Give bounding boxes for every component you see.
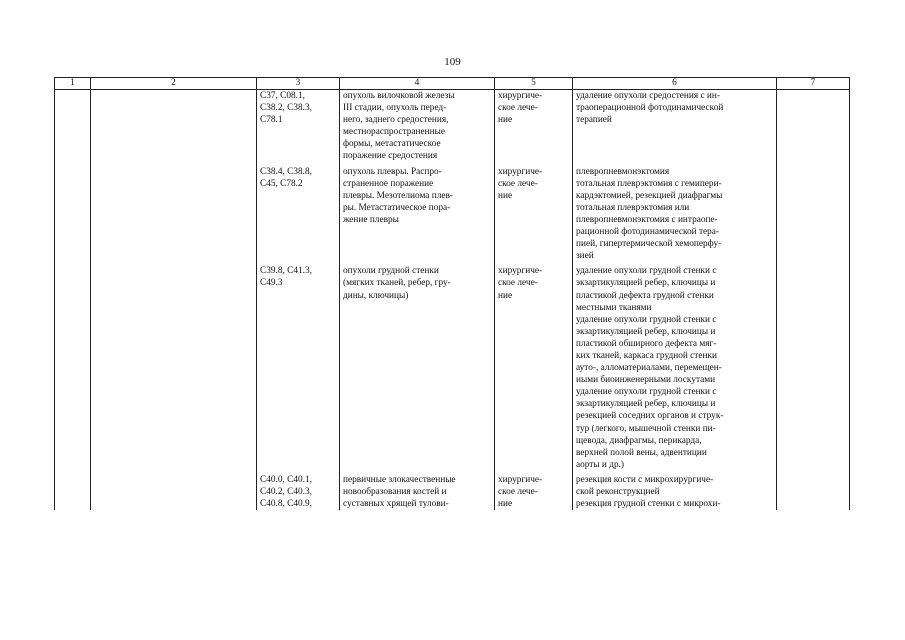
column-header-6: 6 xyxy=(573,78,777,90)
treatment-method-cell-line: зией xyxy=(576,251,594,262)
treatment-type-cell-line: ние xyxy=(498,290,513,301)
treatment-method-cell xyxy=(573,474,777,510)
cell-col-1 xyxy=(55,90,91,163)
table-row xyxy=(55,265,850,471)
treatment-method-cell-line: ской реконструкцией xyxy=(576,487,660,497)
cell-col-1 xyxy=(55,265,91,471)
cell-col-2 xyxy=(91,166,257,263)
cell-col-2 xyxy=(91,265,257,471)
cell-col-7 xyxy=(777,474,850,510)
treatment-type-cell-line: ское лече- xyxy=(498,178,538,189)
treatment-type-cell-line: ние xyxy=(498,499,513,510)
column-header-4: 4 xyxy=(340,78,495,90)
treatment-method-cell-line: пластикой дефекта грудной стенки xyxy=(576,290,714,301)
treatment-type-cell-line: ское лече- xyxy=(498,103,538,114)
treatment-method-cell-line: плевропневмонэктомия xyxy=(576,166,670,177)
treatment-type-cell xyxy=(495,474,573,510)
treatment-method-cell-line: пластикой обширного дефекта мяг- xyxy=(576,338,717,349)
column-header-5: 5 xyxy=(495,78,573,90)
cell-col-7 xyxy=(777,166,850,263)
diagnosis-cell xyxy=(340,265,495,471)
treatment-type-cell-line: ние xyxy=(498,115,513,126)
icd-codes-cell xyxy=(257,166,340,263)
treatment-method-cell-line: удаление опухоли грудной стенки с xyxy=(576,314,717,325)
diagnosis-cell-line: него, заднего средостения, xyxy=(343,115,449,126)
treatment-type-cell-line: хирургиче- xyxy=(498,91,543,101)
icd-codes-cell-line: C37, C08.1, xyxy=(260,91,305,101)
table-row xyxy=(55,166,850,263)
treatment-method-cell-line: тур (легкого, мышечной стенки пи- xyxy=(576,423,716,434)
table-row xyxy=(55,90,850,163)
treatment-method-cell-line: тотальная плеврэктомия или xyxy=(576,202,690,213)
treatment-method-cell-line: щевода, диафрагмы, перикарда, xyxy=(576,435,702,446)
icd-codes-cell xyxy=(257,265,340,471)
treatment-method-cell xyxy=(573,90,777,163)
icd-codes-cell-line: C38.2, C38.3, xyxy=(260,103,312,114)
treatment-method-cell-line: пией, гипертермической хемоперфу- xyxy=(576,239,722,250)
treatment-method-cell-line: удаление опухоли средостения с ин- xyxy=(576,91,720,101)
diagnosis-cell xyxy=(340,474,495,510)
medical-table xyxy=(54,77,850,510)
icd-codes-cell xyxy=(257,90,340,163)
cell-col-1 xyxy=(55,474,91,510)
diagnosis-cell xyxy=(340,166,495,263)
cell-col-1 xyxy=(55,166,91,263)
treatment-method-cell-line: тотальная плеврэктомия с гемипери- xyxy=(576,178,722,189)
diagnosis-cell-line: жение плевры xyxy=(343,214,399,225)
diagnosis-cell-line: опухоль плевры. Распро- xyxy=(343,166,442,177)
column-header-7: 7 xyxy=(777,78,850,90)
treatment-method-cell-line: экзартикуляцией ребер, ключицы и xyxy=(576,399,716,410)
diagnosis-cell-line: новообразования костей и xyxy=(343,487,447,497)
treatment-type-cell-line: хирургиче- xyxy=(498,166,543,177)
treatment-type-cell-line: ское лече- xyxy=(498,278,538,289)
treatment-method-cell xyxy=(573,166,777,263)
table-header-row xyxy=(55,78,850,90)
column-header-2: 2 xyxy=(91,78,257,90)
treatment-type-cell xyxy=(495,166,573,263)
treatment-type-cell-line: ское лече- xyxy=(498,487,538,497)
cell-col-7 xyxy=(777,265,850,471)
diagnosis-cell-line: суставных хрящей тулови- xyxy=(343,499,449,510)
icd-codes-cell-line: C49.3 xyxy=(260,278,283,289)
treatment-method-cell-line: траоперационной фотодинамической xyxy=(576,103,724,114)
treatment-method-cell-line: ауто-, алломатериалами, перемещен- xyxy=(576,363,722,374)
treatment-method-cell-line: верхней полой вены, адвентиции xyxy=(576,447,707,458)
diagnosis-cell-line: III стадии, опухоль перед- xyxy=(343,103,447,114)
treatment-method-cell-line: аорты и др.) xyxy=(576,459,625,470)
icd-codes-cell xyxy=(257,474,340,510)
treatment-method-cell-line: местными тканями xyxy=(576,302,652,313)
treatment-method-cell-line: удаление опухоли грудной стенки с xyxy=(576,387,717,398)
table-body xyxy=(55,90,850,511)
treatment-type-cell-line: хирургиче- xyxy=(498,266,543,277)
treatment-method-cell-line: рационной фотодинамической тера- xyxy=(576,227,720,238)
diagnosis-cell-line: формы, метастатическое xyxy=(343,139,441,150)
diagnosis-cell-line: ры. Метастатическое пора- xyxy=(343,202,451,213)
treatment-method-cell-line: плевропневмонэктомия с интраопе- xyxy=(576,214,718,225)
diagnosis-cell-line: опухоль вилочковой железы xyxy=(343,91,455,101)
cell-col-2 xyxy=(91,90,257,163)
treatment-method-cell-line: ными биоинженерными лоскутами xyxy=(576,375,716,386)
diagnosis-cell-line: опухоли грудной стенки xyxy=(343,266,439,277)
diagnosis-cell-line: страненное поражение xyxy=(343,178,434,189)
diagnosis-cell-line: плевры. Мезотелиома плев- xyxy=(343,190,453,201)
treatment-method-cell-line: удаление опухоли грудной стенки с xyxy=(576,266,717,277)
diagnosis-cell-line: (мягких тканей, ребер, гру- xyxy=(343,278,451,289)
icd-codes-cell-line: C78.1 xyxy=(260,115,283,126)
icd-codes-cell-line: C40.2, C40.3, xyxy=(260,487,312,497)
diagnosis-cell xyxy=(340,90,495,163)
diagnosis-cell-line: поражение средостения xyxy=(343,151,438,162)
diagnosis-cell-line: первичные злокачественные xyxy=(343,474,456,485)
table-row xyxy=(55,474,850,510)
treatment-method-cell-line: терапией xyxy=(576,115,612,126)
treatment-method-cell-line: кардэктомией, резекцией диафрагмы xyxy=(576,190,723,201)
treatment-method-cell-line: экзартикуляцией ребер, ключицы и xyxy=(576,326,716,337)
treatment-method-cell-line: ких тканей, каркаса грудной стенки xyxy=(576,350,717,361)
icd-codes-cell-line: C39.8, C41.3, xyxy=(260,266,312,277)
diagnosis-cell-line: дины, ключицы) xyxy=(343,290,409,301)
treatment-type-cell xyxy=(495,90,573,163)
icd-codes-cell-line: C45, C78.2 xyxy=(260,178,303,189)
cell-col-7 xyxy=(777,90,850,163)
treatment-type-cell-line: ние xyxy=(498,190,513,201)
column-header-3: 3 xyxy=(257,78,340,90)
treatment-method-cell-line: резекция грудной стенки с микрохи- xyxy=(576,499,721,510)
treatment-type-cell xyxy=(495,265,573,471)
diagnosis-cell-line: местнораспространенные xyxy=(343,127,445,138)
column-header-1: 1 xyxy=(55,78,91,90)
treatment-method-cell-line: резекцией соседних органов и струк- xyxy=(576,411,724,422)
treatment-method-cell-line: экзартикуляцией ребер, ключицы и xyxy=(576,278,716,289)
icd-codes-cell-line: C40.0, C40.1, xyxy=(260,474,312,485)
page-number: 109 xyxy=(444,56,461,68)
cell-col-2 xyxy=(91,474,257,510)
treatment-method-cell-line: резекция кости с микрохирургиче- xyxy=(576,474,714,485)
treatment-method-cell xyxy=(573,265,777,471)
icd-codes-cell-line: C38.4, C38.8, xyxy=(260,166,312,177)
icd-codes-cell-line: C40.8, C40.9, xyxy=(260,499,312,510)
treatment-type-cell-line: хирургиче- xyxy=(498,474,543,485)
